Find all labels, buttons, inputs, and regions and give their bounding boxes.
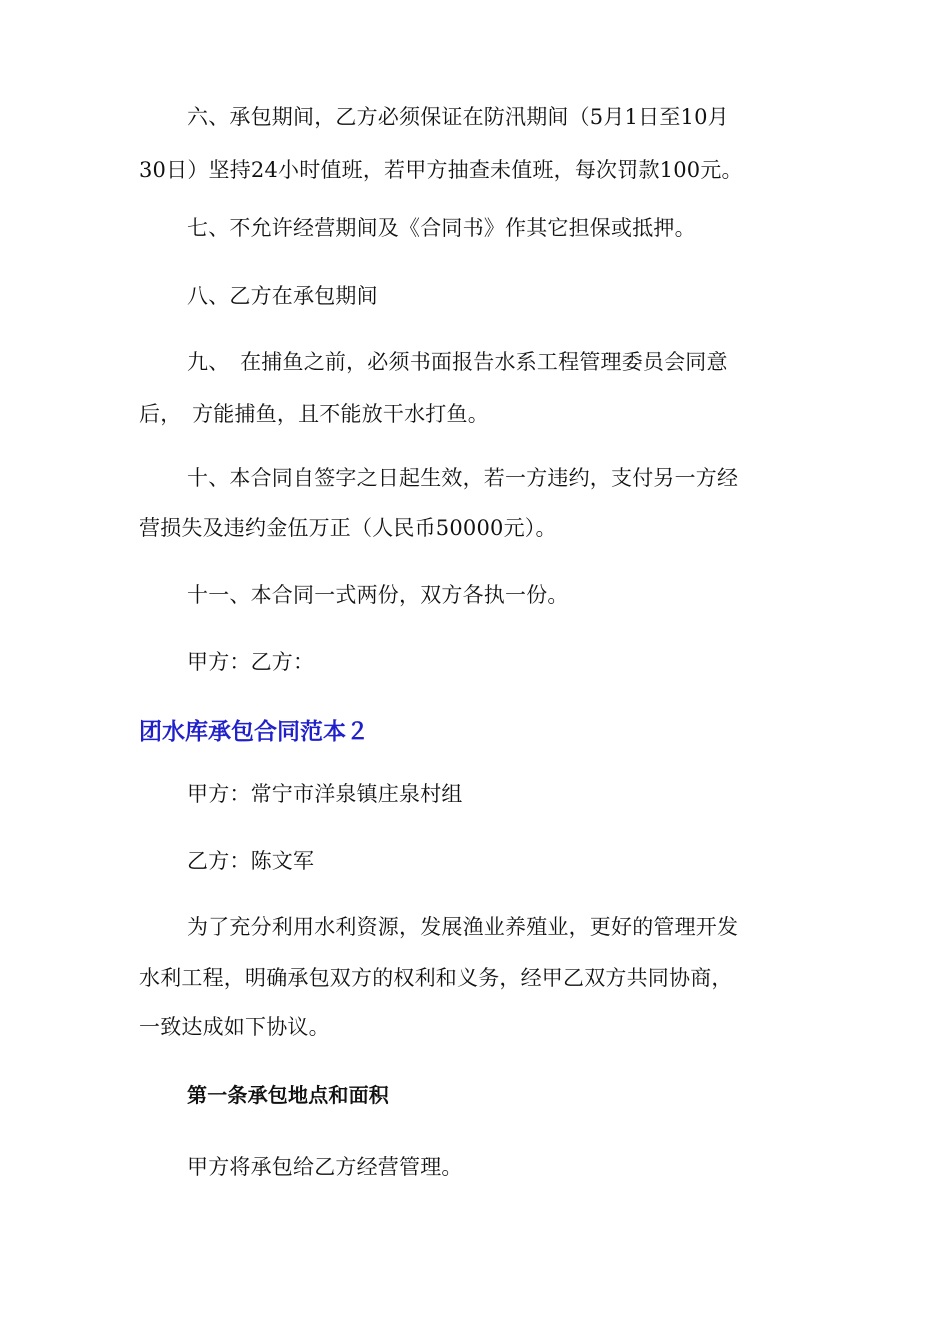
article-1-title: 第一条承包地点和面积 xyxy=(187,1083,389,1107)
clause-6-line-1: 六、承包期间，乙方必须保证在防汛期间（5月1日至10月 xyxy=(187,105,729,129)
section-heading: 团水库承包合同范本２ xyxy=(139,719,369,745)
clause-9-line-1: 九、 在捕鱼之前，必须书面报告水系工程管理委员会同意 xyxy=(187,350,728,374)
clause-6-line-2: 30日）坚持24小时值班，若甲方抽查未值班，每次罚款100元。 xyxy=(139,158,743,182)
preamble-line-3: 一致达成如下协议。 xyxy=(139,1015,330,1039)
clause-8: 八、乙方在承包期间 xyxy=(187,284,378,308)
clause-7: 七、不允许经营期间及《合同书》作其它担保或抵押。 xyxy=(187,216,696,240)
clause-11: 十一、本合同一式两份，双方各执一份。 xyxy=(187,583,569,607)
preamble-line-2: 水利工程，明确承包双方的权利和义务，经甲乙双方共同协商， xyxy=(139,966,733,990)
party-b: 乙方：陈文军 xyxy=(187,849,315,873)
signature-line: 甲方：乙方： xyxy=(187,650,315,674)
clause-10-line-2: 营损失及违约金伍万正（人民币50000元）。 xyxy=(139,516,557,540)
clause-9-line-2: 后， 方能捕鱼，且不能放干水打鱼。 xyxy=(139,402,489,426)
clause-10-line-1: 十、本合同自签字之日起生效，若一方违约，支付另一方经 xyxy=(187,466,739,490)
article-1-text: 甲方将承包给乙方经营管理。 xyxy=(187,1155,463,1179)
party-a: 甲方：常宁市洋泉镇庄泉村组 xyxy=(187,782,463,806)
preamble-line-1: 为了充分利用水利资源，发展渔业养殖业，更好的管理开发 xyxy=(187,915,739,939)
